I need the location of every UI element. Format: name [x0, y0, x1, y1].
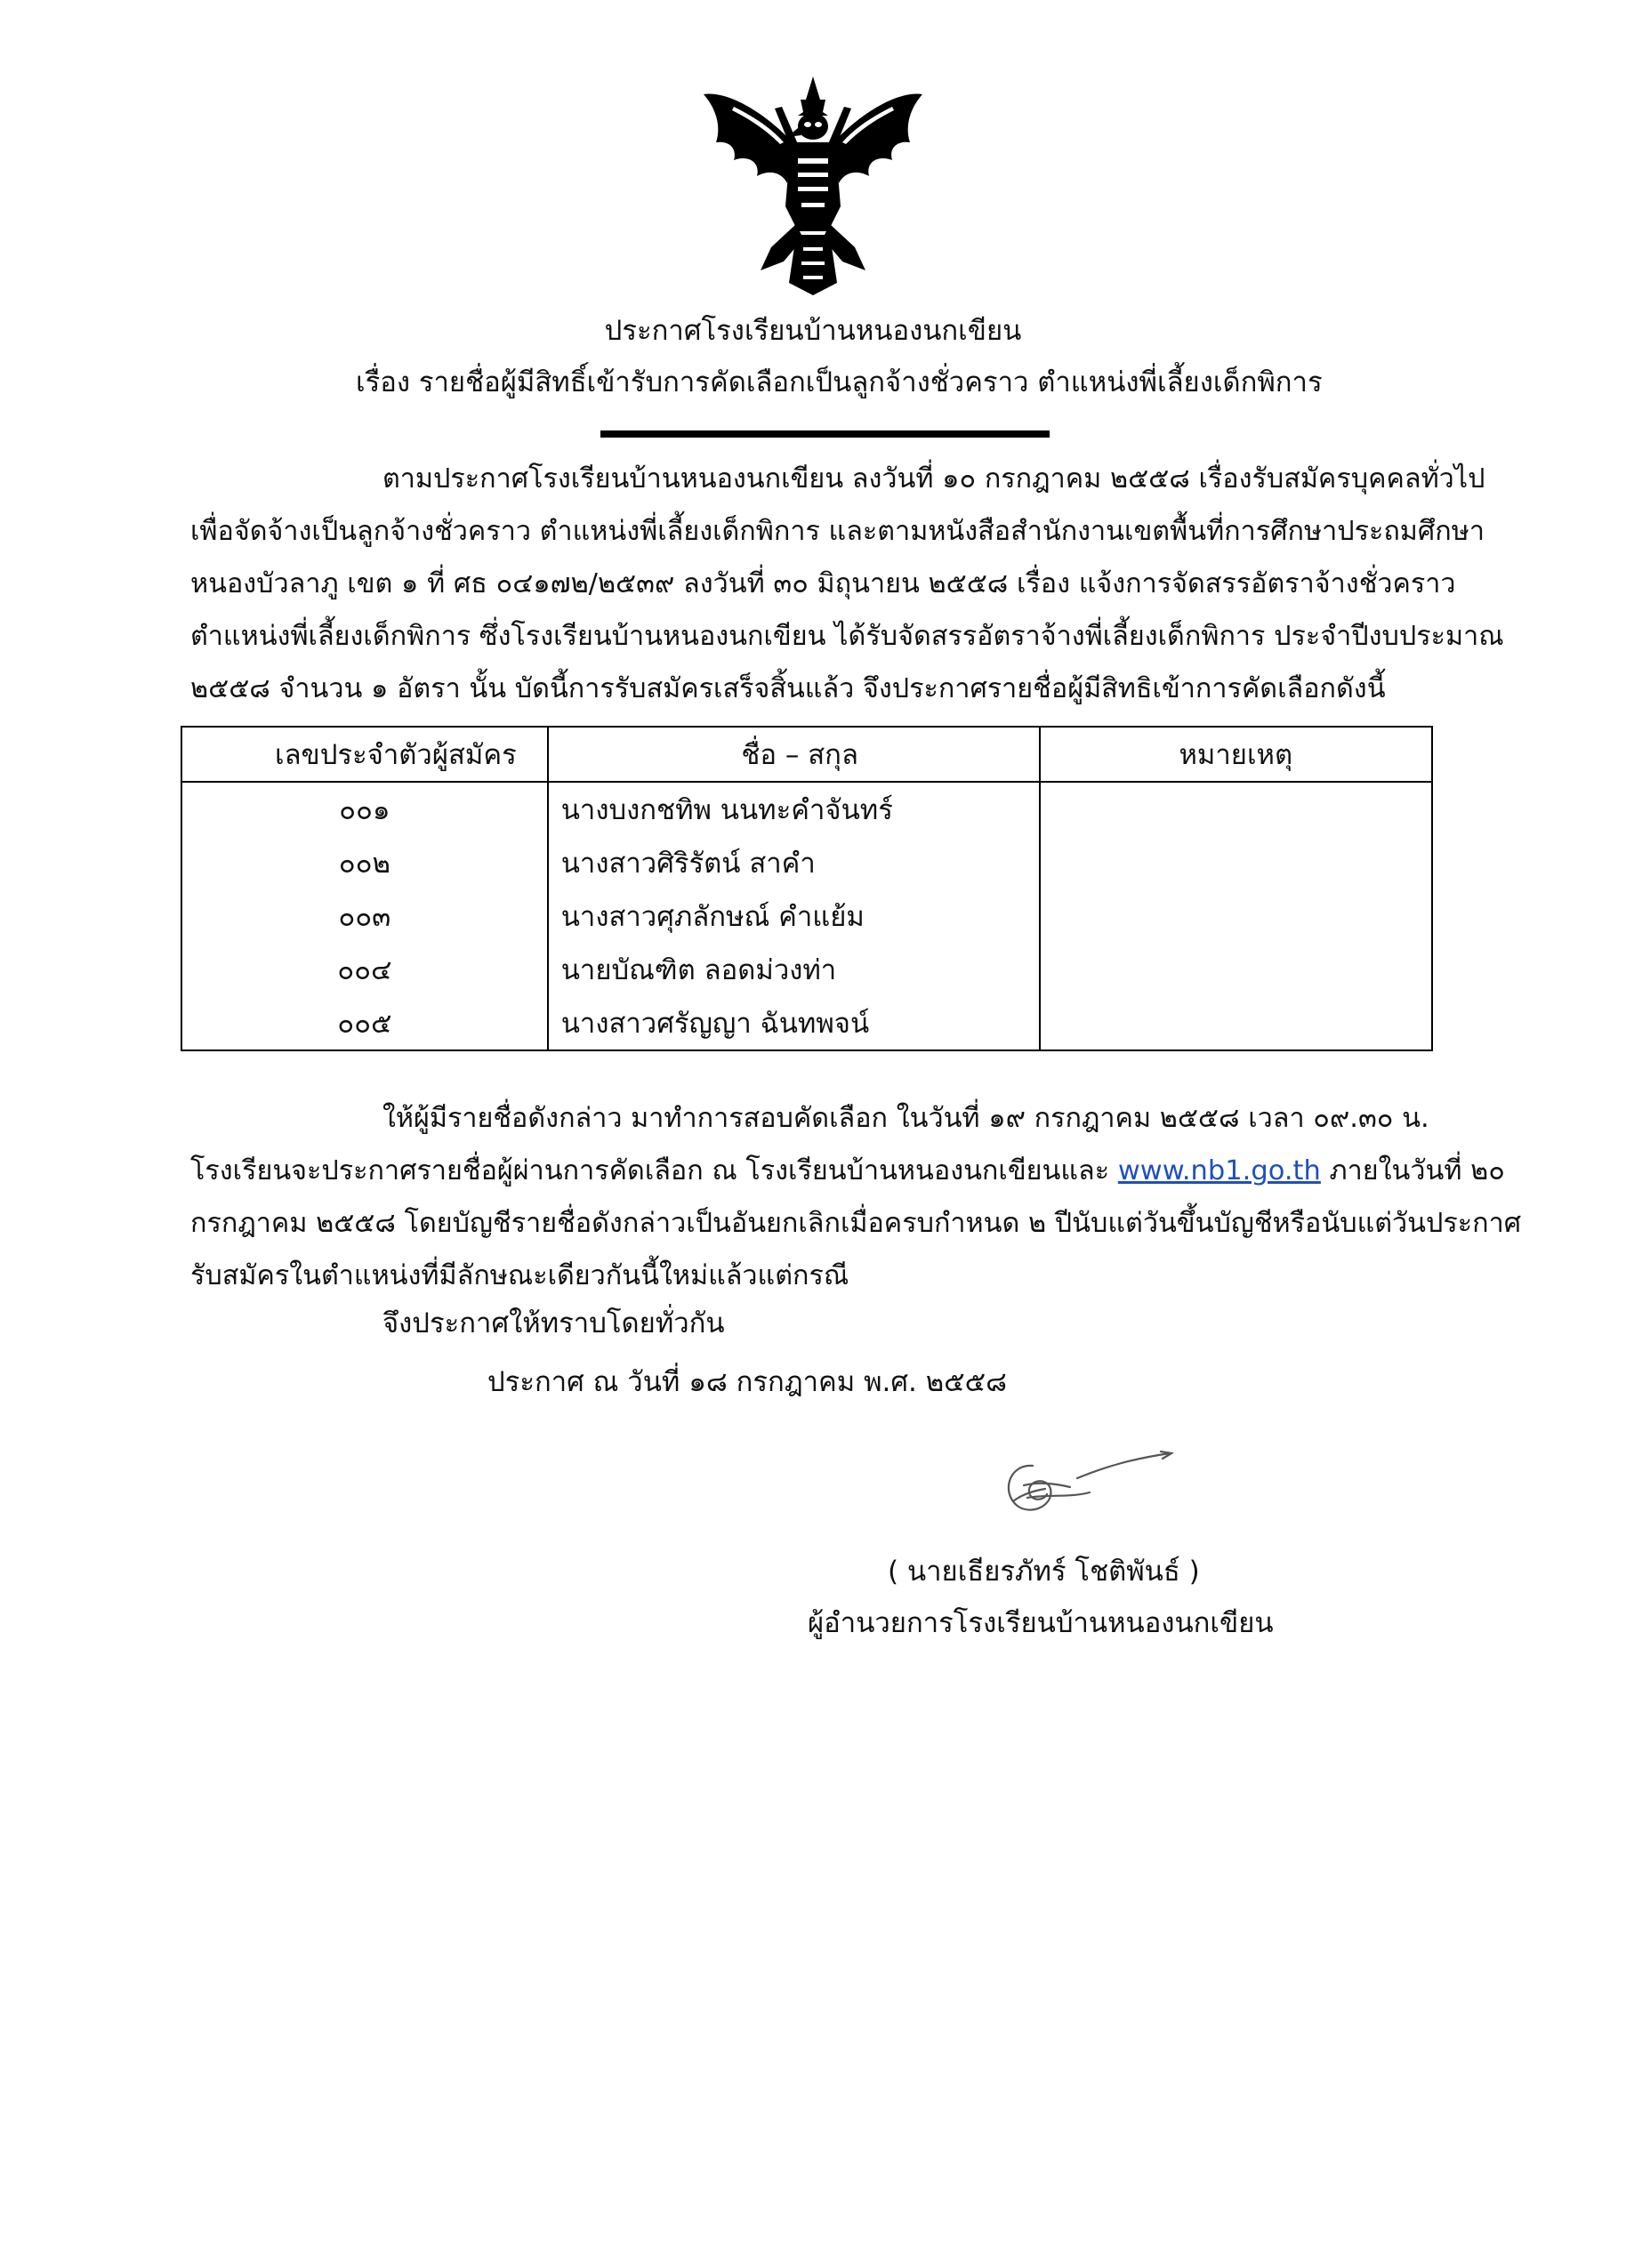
signature-icon — [992, 1448, 1174, 1521]
exam-line: กรกฎาคม ๒๕๕๘ โดยบัญชีรายชื่อดังกล่าวเป็นอันยกเลิกเมื่อครบกำหนด ๒ ปีนับแต่วันขึ้นบัญชีหรือนับแต่วันประกาศ — [190, 1208, 1522, 1239]
table-row — [181, 836, 1432, 889]
applicant-remark — [1040, 836, 1432, 889]
table-row — [181, 996, 1432, 1050]
garuda-emblem-icon — [698, 73, 928, 297]
applicant-name: นายบัณฑิต ลอดม่วงท่า — [548, 943, 1040, 996]
applicant-number: ๐๐๕ — [181, 996, 548, 1050]
exam-line-text: ภายในวันที่ ๒๐ — [1320, 1155, 1505, 1186]
website-link[interactable]: www.nb1.go.th — [1117, 1155, 1321, 1186]
applicant-remark — [1040, 943, 1432, 996]
table-row — [181, 889, 1432, 943]
announcement-date: ประกาศ ณ วันที่ ๑๘ กรกฎาคม พ.ศ. ๒๕๕๘ — [487, 1366, 1008, 1398]
intro-line: ตามประกาศโรงเรียนบ้านหนองนกเขียน ลงวันที่ ๑๐ กรกฎาคม ๒๕๕๘ เรื่องรับสมัครบุคคลทั่วไป — [382, 463, 1485, 495]
title-divider — [600, 430, 1050, 438]
closing-statement: จึงประกาศให้ทราบโดยทั่วกัน — [382, 1307, 725, 1339]
applicant-name: นางบงกชทิพ นนทะคำจันทร์ — [548, 782, 1040, 836]
intro-line: ตำแหน่งพี่เลี้ยงเด็กพิการ ซึ่งโรงเรียนบ้านหนองนกเขียน ได้รับจัดสรรอัตราจ้างพี่เลี้ยงเด็กพิการ ประจำปีงบประมาณ — [190, 621, 1504, 652]
applicant-remark — [1040, 996, 1432, 1050]
intro-line: เพื่อจัดจ้างเป็นลูกจ้างชั่วคราว ตำแหน่งพี่เลี้ยงเด็กพิการ และตามหนังสือสำนักงานเขตพื้นที่การศึกษาประถมศึกษา — [190, 516, 1485, 547]
applicant-remark — [1040, 889, 1432, 943]
applicant-name: นางสาวศิริรัตน์ สาคำ — [548, 836, 1040, 889]
header-full-name: ชื่อ – สกุล — [548, 727, 1040, 782]
applicant-number: ๐๐๒ — [181, 836, 548, 889]
header-applicant-number: เลขประจำตัวผู้สมัคร — [181, 727, 548, 782]
applicant-name: นางสาวศุภลักษณ์ คำแย้ม — [548, 889, 1040, 943]
table-row — [181, 943, 1432, 996]
exam-line: รับสมัครในตำแหน่งที่มีลักษณะเดียวกันนี้ใหม่แล้วแต่กรณี — [190, 1260, 849, 1291]
exam-line: ให้ผู้มีรายชื่อดังกล่าว มาทำการสอบคัดเลือก ในวันที่ ๑๙ กรกฎาคม ๒๕๕๘ เวลา ๐๙.๓๐ น. — [382, 1103, 1429, 1134]
announcement-title: ประกาศโรงเรียนบ้านหนองนกเขียน — [604, 315, 1022, 347]
signer-position: ผู้อำนวยการโรงเรียนบ้านหนองนกเขียน — [808, 1607, 1274, 1639]
intro-line: ๒๕๕๘ จำนวน ๑ อัตรา นั้น บัดนี้การรับสมัครเสร็จสิ้นแล้ว จึงประกาศรายชื่อผู้มีสิทธิเข้าการคัดเลือกดังนี้ — [190, 673, 1386, 704]
applicant-number: ๐๐๔ — [181, 943, 548, 996]
table-row — [181, 782, 1432, 836]
intro-line: หนองบัวลาภู เขต ๑ ที่ ศธ ๐๔๑๗๒/๒๕๓๙ ลงวันที่ ๓๐ มิถุนายน ๒๕๕๘ เรื่อง แจ้งการจัดสรรอัตราจ้างชั่วคราว — [190, 568, 1456, 599]
intro-paragraph — [190, 453, 1507, 715]
signer-name: ( นายเธียรภัทร์ โชติพันธ์ ) — [888, 1556, 1200, 1588]
header-remark: หมายเหตุ — [1040, 727, 1432, 782]
applicant-number: ๐๐๓ — [181, 889, 548, 943]
table-header-row — [181, 727, 1432, 782]
applicant-table — [181, 726, 1433, 1051]
exam-line — [190, 1145, 1507, 1197]
exam-paragraph — [190, 1092, 1522, 1302]
announcement-subject: เรื่อง รายชื่อผู้มีสิทธิ์เข้ารับการคัดเลือกเป็นลูกจ้างชั่วคราว ตำแหน่งพี่เลี้ยงเด็กพิการ — [356, 366, 1323, 398]
applicant-number: ๐๐๑ — [181, 782, 548, 836]
exam-line-text: โรงเรียนจะประกาศรายชื่อผู้ผ่านการคัดเลือก ณ โรงเรียนบ้านหนองนกเขียนและ — [190, 1155, 1118, 1186]
applicant-remark — [1040, 782, 1432, 836]
applicant-name: นางสาวศรัญญา ฉันทพจน์ — [548, 996, 1040, 1050]
